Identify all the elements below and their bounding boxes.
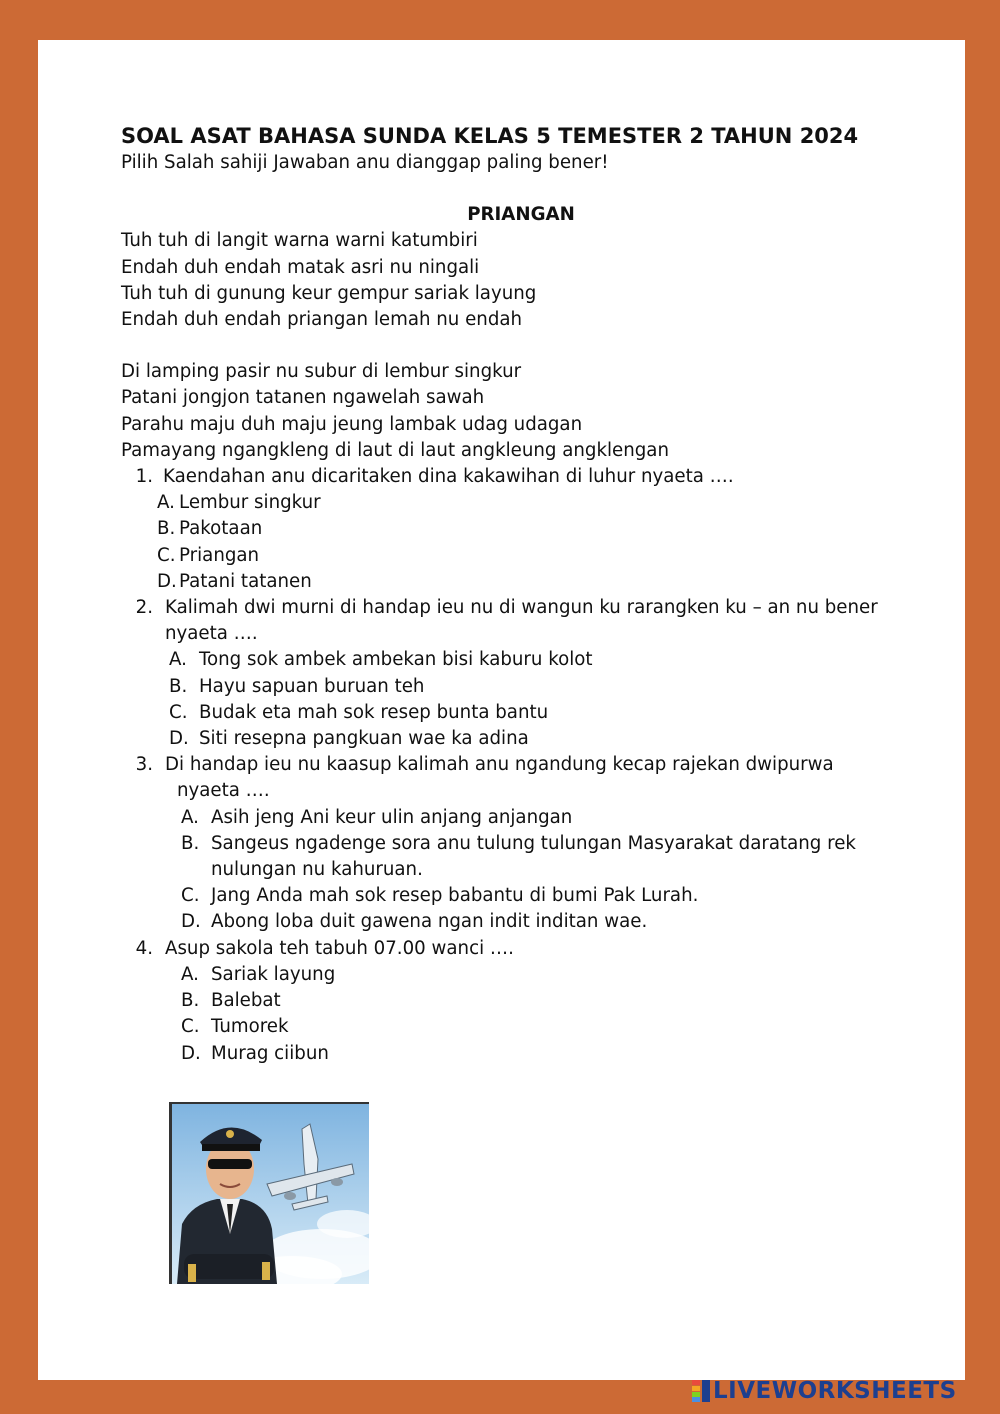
poem-line: Tuh tuh di gunung keur gempur sariak layung (121, 282, 537, 304)
option-c[interactable]: C. Budak eta mah sok resep bunta bantu (169, 701, 549, 723)
question-text: Kalimah dwi murni di handap ieu nu di wangun ku rarangken ku – an nu bener (165, 597, 878, 619)
question-2-options (121, 647, 921, 752)
question-3 (121, 752, 921, 804)
pilot-airplane-illustration (169, 1102, 369, 1284)
poem-line: Patani jongjon tatanen ngawelah sawah (121, 387, 485, 409)
option-a[interactable]: A. Tong sok ambek ambekan bisi kaburu kolot (169, 649, 593, 671)
poem-title: PRIANGAN (467, 204, 575, 226)
option-b[interactable]: B. Hayu sapuan buruan teh (169, 675, 425, 697)
question-number: 4. (135, 937, 153, 959)
poem-line: Pamayang ngangkleng di laut di laut angkleung angklengan (121, 439, 669, 461)
option-b[interactable]: B. Sangeus ngadenge sora anu tulung tulungan Masyarakat daratang rek nulungan nu kahuruan. (181, 832, 856, 881)
option-d[interactable]: D. Patani tatanen (157, 570, 312, 592)
option-d[interactable]: D. Abong loba duit gawena ngan indit inditan wae. (181, 911, 648, 933)
instruction: Pilih Salah sahiji Jawaban anu dianggap paling bener! (121, 152, 609, 173)
question-3-options (121, 805, 921, 936)
poem-line: Parahu maju duh maju jeung lambak udag udagan (121, 413, 583, 435)
question-4 (121, 936, 921, 962)
option-a[interactable]: A. Lembur singkur (157, 492, 321, 514)
poem-line: Di lamping pasir nu subur di lembur singkur (121, 361, 522, 383)
option-d[interactable]: D. Siti resepna pangkuan wae ka adina (169, 728, 529, 750)
question-text-cont: nyaeta …. (165, 623, 258, 645)
question-text: Di handap ieu nu kaasup kalimah anu ngandung kecap rajekan dwipurwa (165, 754, 834, 776)
poem-line: Endah duh endah matak asri nu ningali (121, 256, 480, 278)
option-c[interactable]: C. Jang Anda mah sok resep babantu di bumi Pak Lurah. (181, 885, 699, 907)
question-text-cont: nyaeta …. (177, 780, 270, 802)
option-a[interactable]: A. Asih jeng Ani keur ulin anjang anjangan (181, 806, 573, 828)
liveworksheets-logo-text: LIVEWORKSHEETS (713, 1378, 957, 1404)
liveworksheets-logo-icon (692, 1380, 710, 1402)
question-number: 3. (135, 754, 153, 776)
question-text: Asup sakola teh tabuh 07.00 wanci …. (165, 937, 514, 959)
option-a[interactable]: A. Sariak layung (181, 963, 336, 985)
question-1-options (121, 490, 921, 595)
page-title: SOAL ASAT BAHASA SUNDA KELAS 5 TEMESTER 2 TAHUN 2024 (121, 124, 859, 148)
question-4-options (121, 962, 921, 1067)
question-number: 2. (135, 597, 153, 619)
poem-stanza-2 (121, 359, 921, 464)
poem-line: Tuh tuh di langit warna warni katumbiri (121, 230, 478, 252)
option-d[interactable]: D. Murag ciibun (181, 1042, 329, 1064)
question-2 (121, 595, 921, 647)
pilot-illustration-svg (172, 1104, 369, 1284)
option-c[interactable]: C. Tumorek (181, 1016, 289, 1038)
option-b[interactable]: B. Balebat (181, 990, 281, 1012)
question-number: 1. (135, 466, 153, 488)
poem-stanza-1 (121, 228, 921, 333)
poem-line: Endah duh endah priangan lemah nu endah (121, 309, 523, 331)
question-text: Kaendahan anu dicaritaken dina kakawihan di luhur nyaeta …. (163, 466, 734, 488)
worksheet-content (121, 122, 921, 1067)
option-c[interactable]: C. Priangan (157, 544, 260, 566)
option-b[interactable]: B. Pakotaan (157, 518, 263, 540)
liveworksheets-logo (692, 1378, 957, 1404)
question-1 (121, 464, 921, 490)
